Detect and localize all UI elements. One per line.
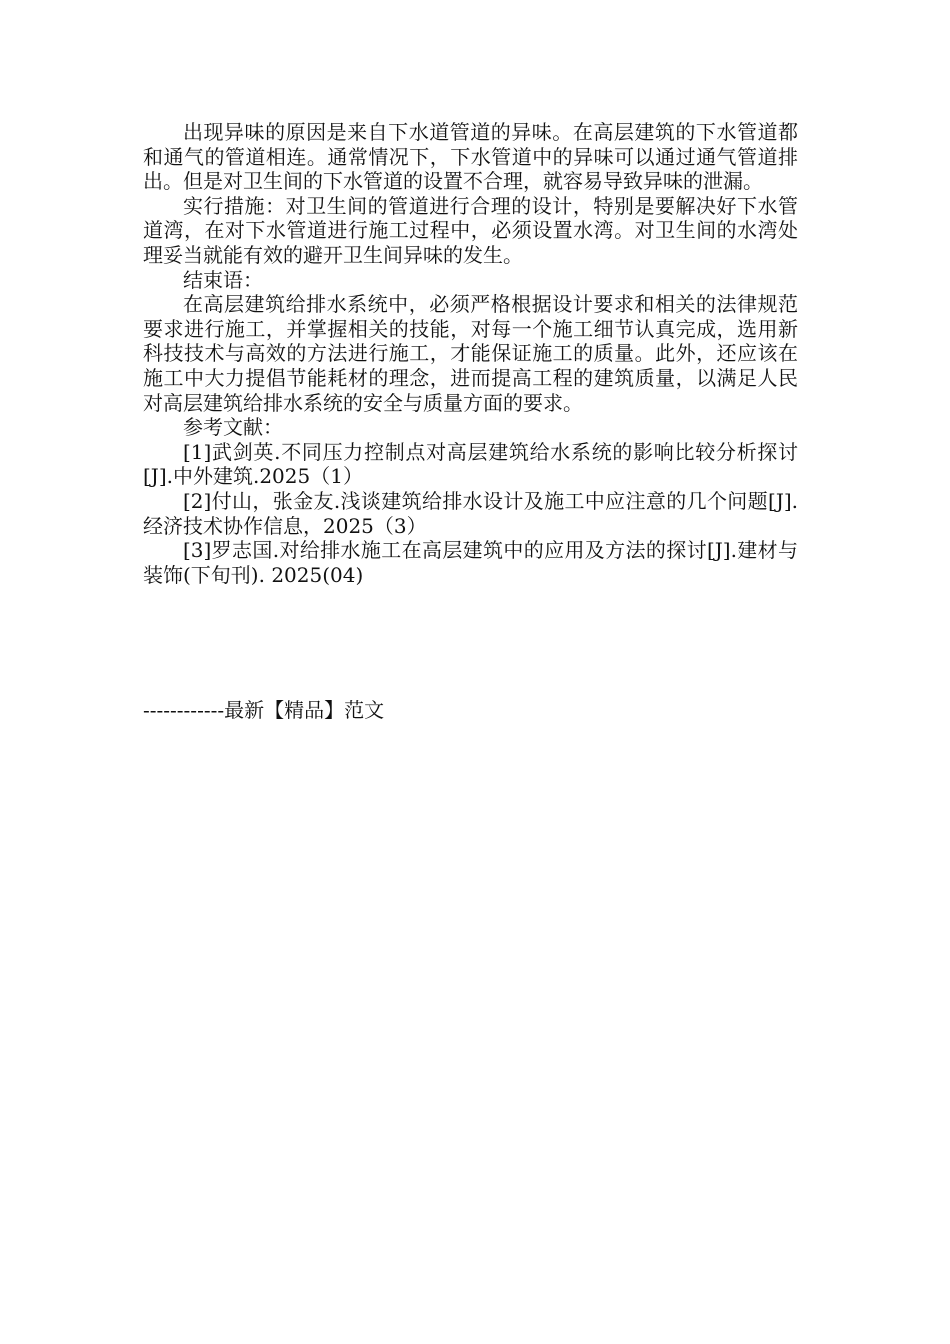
paragraph-conclusion: 在高层建筑给排水系统中，必须严格根据设计要求和相关的法律规范要求进行施工，并掌握相关的技能，对每一个施工细节认真完成，选用新科技技术与高效的方法进行施工，才能保证施工的质量。此外，还应该在施工中大力提倡节能耗材的理念，进而提高工程的建筑质量，以满足人民对高层建筑给排水系统的安全与质量方面的要求。: [143, 292, 798, 415]
references-heading: 参考文献：: [183, 415, 283, 440]
reference-item: [3]罗志国.对给排水施工在高层建筑中的应用及方法的探讨[J].建材与装饰(下旬刊). 2025(04): [143, 538, 798, 587]
paragraph-measures: 实行措施：对卫生间的管道进行合理的设计，特别是要解决好下水管道湾，在对下水管道进行施工过程中，必须设置水湾。对卫生间的水湾处理妥当就能有效的避开卫生间异味的发生。: [143, 193, 798, 267]
conclusion-heading: 结束语：: [183, 267, 263, 292]
footer-text: ------------最新【精品】范文: [143, 698, 385, 722]
paragraph-odor-cause: 出现异味的原因是来自下水道管道的异味。在高层建筑的下水管道都和通气的管道相连。通常情况下，下水管道中的异味可以通过通气管道排出。但是对卫生间的下水管道的设置不合理，就容易导致异味的泄漏。: [143, 120, 798, 194]
document-body: [143, 120, 798, 587]
reference-item: [1]武剑英.不同压力控制点对高层建筑给水系统的影响比较分析探讨[J].中外建筑.2025（1）: [143, 439, 798, 489]
reference-item: [2]付山，张金友.浅谈建筑给排水设计及施工中应注意的几个问题[J].经济技术协作信息，2025（3）: [143, 488, 798, 538]
